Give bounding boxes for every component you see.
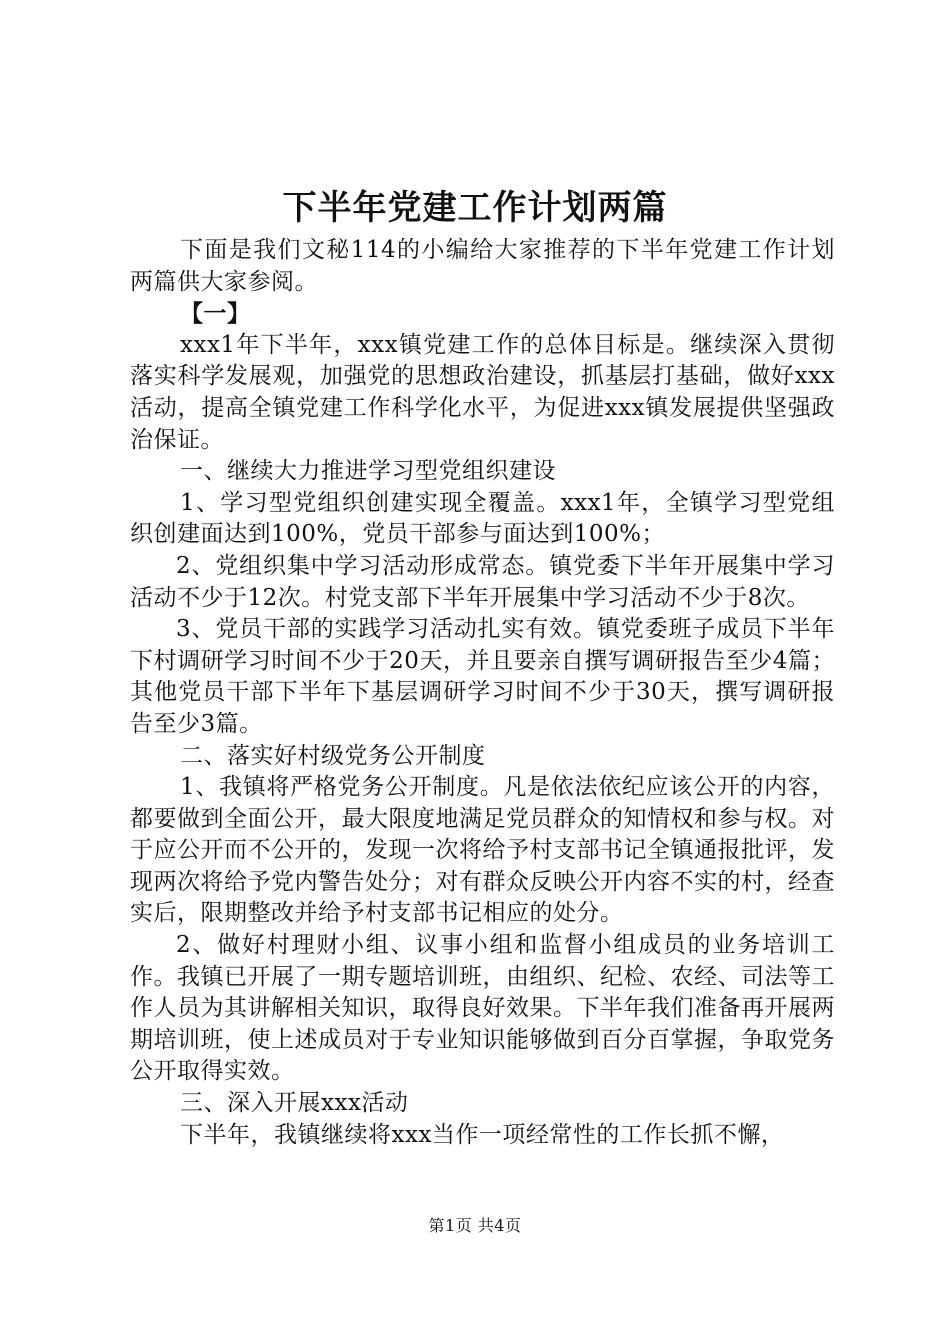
page-footer: 第1页 共4页 xyxy=(428,1216,522,1235)
item-3-1: 下半年，我镇继续将xxx当作一项经常性的工作长抓不懈， xyxy=(180,1121,785,1148)
section-marker: 【一】 xyxy=(180,300,251,328)
intro-paragraph: 下面是我们文秘114的小编给大家推荐的下半年党建工作计划两篇供大家参阅。 xyxy=(130,237,835,295)
document-title: 下半年党建工作计划两篇 xyxy=(282,188,668,228)
item-2-1: 1、我镇将严格党务公开制度。凡是依法依纪应该公开的内容，都要做到全面公开，最大限度地满足党员群众的知情权和参与权。对于应公开而不公开的，发现一次将给予村支部书记全镇通报批评，发现两次将给予党内警告处分；对有群众反映公开内容不实的村，经查实后，限期整改并给予村支部书记相应的处分。 xyxy=(130,774,835,927)
section-heading-3: 三、深入开展xxx活动 xyxy=(180,1090,409,1117)
item-1-1: 1、学习型党组织创建实现全覆盖。xxx1年，全镇学习型党组织创建面达到100%，党员干部参与面达到100%； xyxy=(130,489,835,548)
item-1-2: 2、党组织集中学习活动形成常态。镇党委下半年开展集中学习活动不少于12次。村党支部下半年开展集中学习活动不少于8次。 xyxy=(130,552,835,611)
section-heading-1: 一、继续大力推进学习型党组织建设 xyxy=(180,458,556,485)
document-body xyxy=(130,235,835,1151)
goal-paragraph: xxx1年下半年，xxx镇党建工作的总体目标是。继续深入贯彻落实科学发展观，加强党的思想政治建设，抓基层打基础，做好xxx活动，提高全镇党建工作科学化水平，为促进xxx镇发展提供坚强政治保证。 xyxy=(130,331,835,453)
section-heading-2: 二、落实好村级党务公开制度 xyxy=(180,742,486,769)
item-1-3: 3、党员干部的实践学习活动扎实有效。镇党委班子成员下半年下村调研学习时间不少于20天，并且要亲自撰写调研报告至少4篇；其他党员干部下半年下基层调研学习时间不少于30天，撰写调研报告至少3篇。 xyxy=(130,616,835,737)
item-2-2: 2、做好村理财小组、议事小组和监督小组成员的业务培训工作。我镇已开展了一期专题培训班，由组织、纪检、农经、司法等工作人员为其讲解相关知识，取得良好效果。下半年我们准备再开展两期培训班，使上述成员对于专业知识能够做到百分百掌握，争取党务公开取得实效。 xyxy=(130,932,835,1085)
